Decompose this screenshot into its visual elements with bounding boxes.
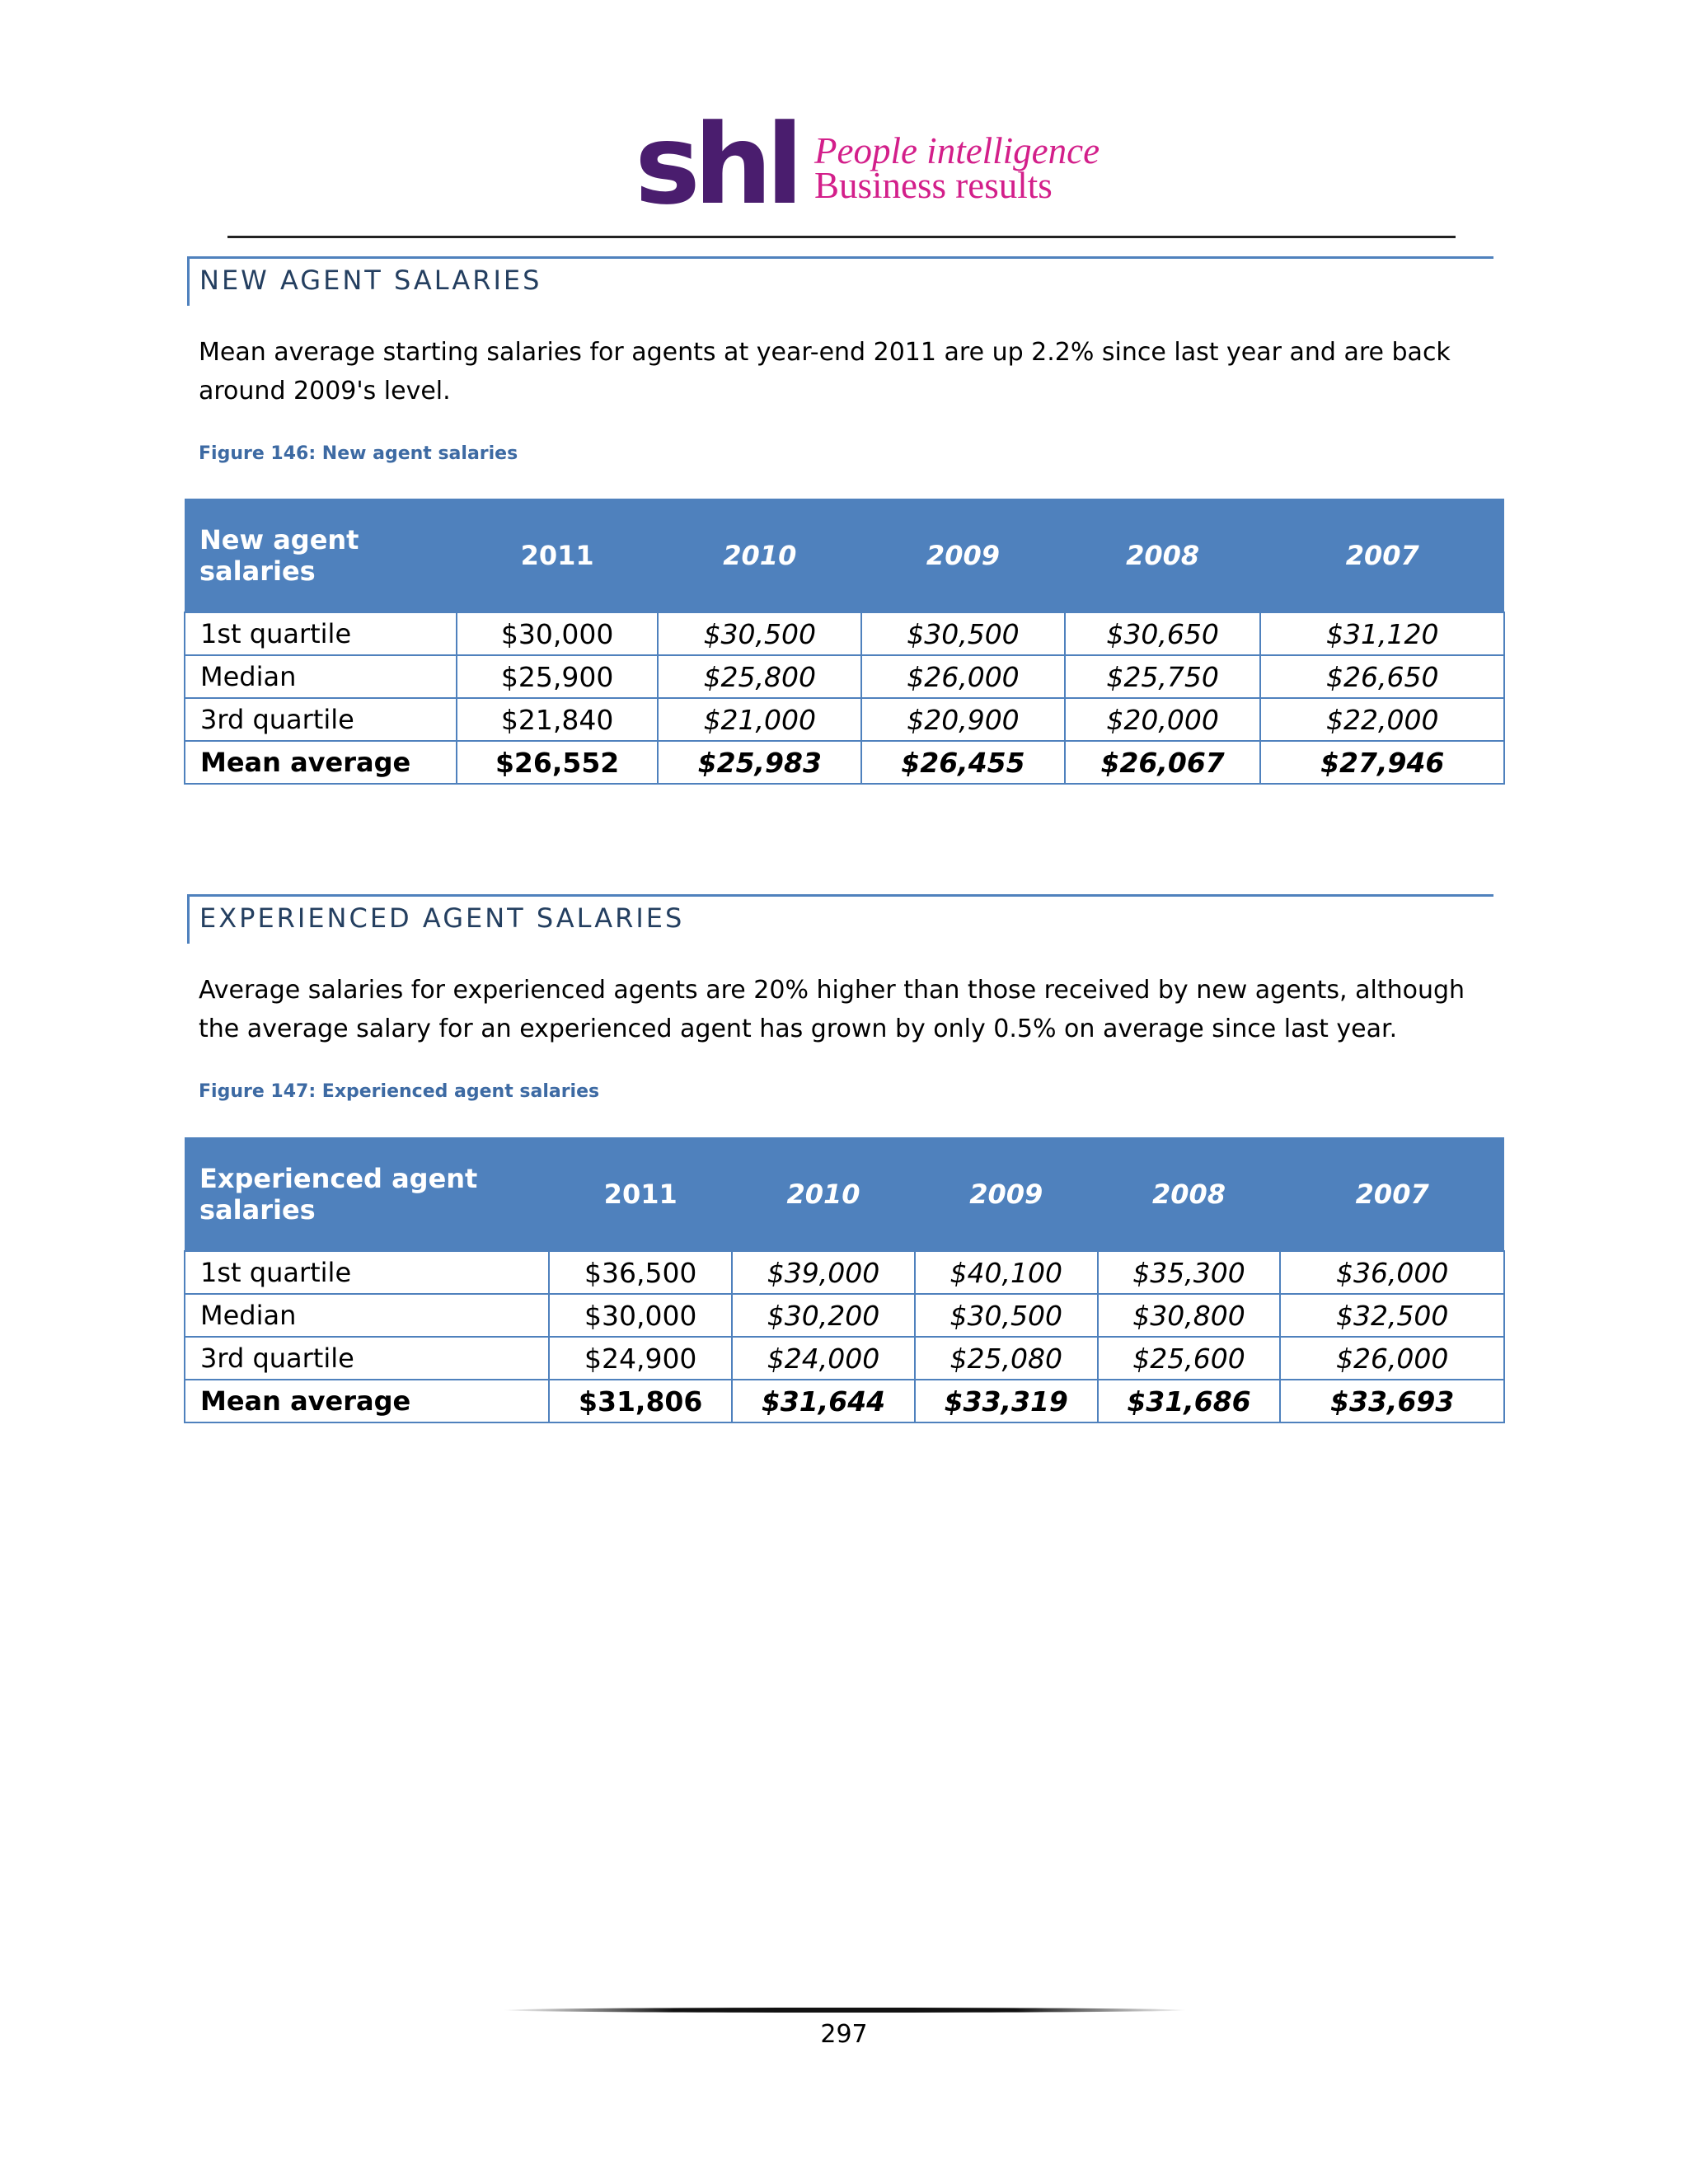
table-cell: $26,000 (861, 655, 1065, 698)
experienced-agent-salaries-table (184, 1137, 1505, 1423)
column-header: 2010 (658, 499, 861, 612)
table-header-row (185, 1137, 1504, 1251)
heading-rule (187, 894, 1493, 897)
table-cell: $31,686 (1098, 1380, 1281, 1422)
section-paragraph: Average salaries for experienced agents are 20% higher than those received by new agents, although the average salary for an experienced agent has grown by only 0.5% on average since last year. (199, 976, 1465, 1043)
table-cell: $30,800 (1098, 1294, 1281, 1337)
table-row-mean (185, 1380, 1504, 1422)
heading-left-border (187, 894, 190, 944)
table-cell: $21,000 (658, 698, 861, 741)
column-header: 2010 (732, 1137, 915, 1251)
table-cell: $26,552 (457, 741, 659, 784)
section-title: NEW AGENT SALARIES (199, 265, 542, 296)
figure-caption: Figure 146: New agent salaries (199, 443, 518, 464)
table-cell: $30,000 (457, 612, 659, 655)
table-cell: $36,000 (1280, 1251, 1504, 1294)
header-divider (227, 236, 1456, 238)
table-cell: $31,644 (732, 1380, 915, 1422)
row-label: Median (185, 1294, 549, 1337)
column-header: 2009 (915, 1137, 1098, 1251)
figure-caption: Figure 147: Experienced agent salaries (199, 1081, 600, 1102)
table-cell: $32,500 (1280, 1294, 1504, 1337)
table-row-mean (185, 741, 1504, 784)
column-header: 2009 (861, 499, 1065, 612)
row-label: 1st quartile (185, 612, 457, 655)
column-header: New agent salaries (185, 499, 457, 612)
section-paragraph: Mean average starting salaries for agents at year-end 2011 are up 2.2% since last year and are back around 2009's level. (199, 338, 1451, 405)
table-cell: $25,080 (915, 1337, 1098, 1380)
column-header: 2008 (1098, 1137, 1281, 1251)
logo-tagline-1: People intelligence (814, 130, 1100, 171)
table-cell: $27,946 (1260, 741, 1504, 784)
table-row (185, 1294, 1504, 1337)
table-cell: $35,300 (1098, 1251, 1281, 1294)
row-label: Median (185, 655, 457, 698)
footer-divider (503, 2008, 1187, 2013)
section-title: EXPERIENCED AGENT SALARIES (199, 902, 685, 934)
table-cell: $25,800 (658, 655, 861, 698)
table-cell: $30,500 (658, 612, 861, 655)
heading-rule (187, 256, 1493, 259)
table-cell: $22,000 (1260, 698, 1504, 741)
table-cell: $26,000 (1280, 1337, 1504, 1380)
table-row (185, 698, 1504, 741)
table-cell: $20,900 (861, 698, 1065, 741)
table-cell: $33,319 (915, 1380, 1098, 1422)
table-row (185, 612, 1504, 655)
new-agent-salaries-table (184, 499, 1505, 785)
column-header: 2007 (1280, 1137, 1504, 1251)
table-cell: $36,500 (549, 1251, 732, 1294)
table-cell: $39,000 (732, 1251, 915, 1294)
table-cell: $21,840 (457, 698, 659, 741)
table-cell: $30,500 (915, 1294, 1098, 1337)
table-cell: $30,500 (861, 612, 1065, 655)
column-header: 2011 (549, 1137, 732, 1251)
column-header: 2007 (1260, 499, 1504, 612)
column-header: Experienced agent salaries (185, 1137, 549, 1251)
table-row (185, 1251, 1504, 1294)
row-label: Mean average (185, 1380, 549, 1422)
table-cell: $26,455 (861, 741, 1065, 784)
row-label: 1st quartile (185, 1251, 549, 1294)
table-header-row (185, 499, 1504, 612)
table-cell: $25,750 (1065, 655, 1261, 698)
table-row (185, 655, 1504, 698)
table-cell: $26,650 (1260, 655, 1504, 698)
logo-tagline-2: Business results (814, 165, 1053, 206)
table-cell: $33,693 (1280, 1380, 1504, 1422)
page-number: 297 (820, 2020, 868, 2049)
table-cell: $30,000 (549, 1294, 732, 1337)
table-cell: $26,067 (1065, 741, 1261, 784)
heading-left-border (187, 256, 190, 306)
table-cell: $25,983 (658, 741, 861, 784)
column-header: 2008 (1065, 499, 1261, 612)
table-cell: $31,806 (549, 1380, 732, 1422)
logo-mark: shl (635, 101, 798, 229)
shl-logo (635, 101, 1100, 229)
table-cell: $31,120 (1260, 612, 1504, 655)
table-cell: $30,200 (732, 1294, 915, 1337)
table-cell: $20,000 (1065, 698, 1261, 741)
row-label: 3rd quartile (185, 1337, 549, 1380)
table-cell: $25,600 (1098, 1337, 1281, 1380)
table-cell: $30,650 (1065, 612, 1261, 655)
table-cell: $24,000 (732, 1337, 915, 1380)
column-header: 2011 (457, 499, 659, 612)
row-label: Mean average (185, 741, 457, 784)
table-cell: $40,100 (915, 1251, 1098, 1294)
table-row (185, 1337, 1504, 1380)
table-cell: $24,900 (549, 1337, 732, 1380)
row-label: 3rd quartile (185, 698, 457, 741)
table-cell: $25,900 (457, 655, 659, 698)
